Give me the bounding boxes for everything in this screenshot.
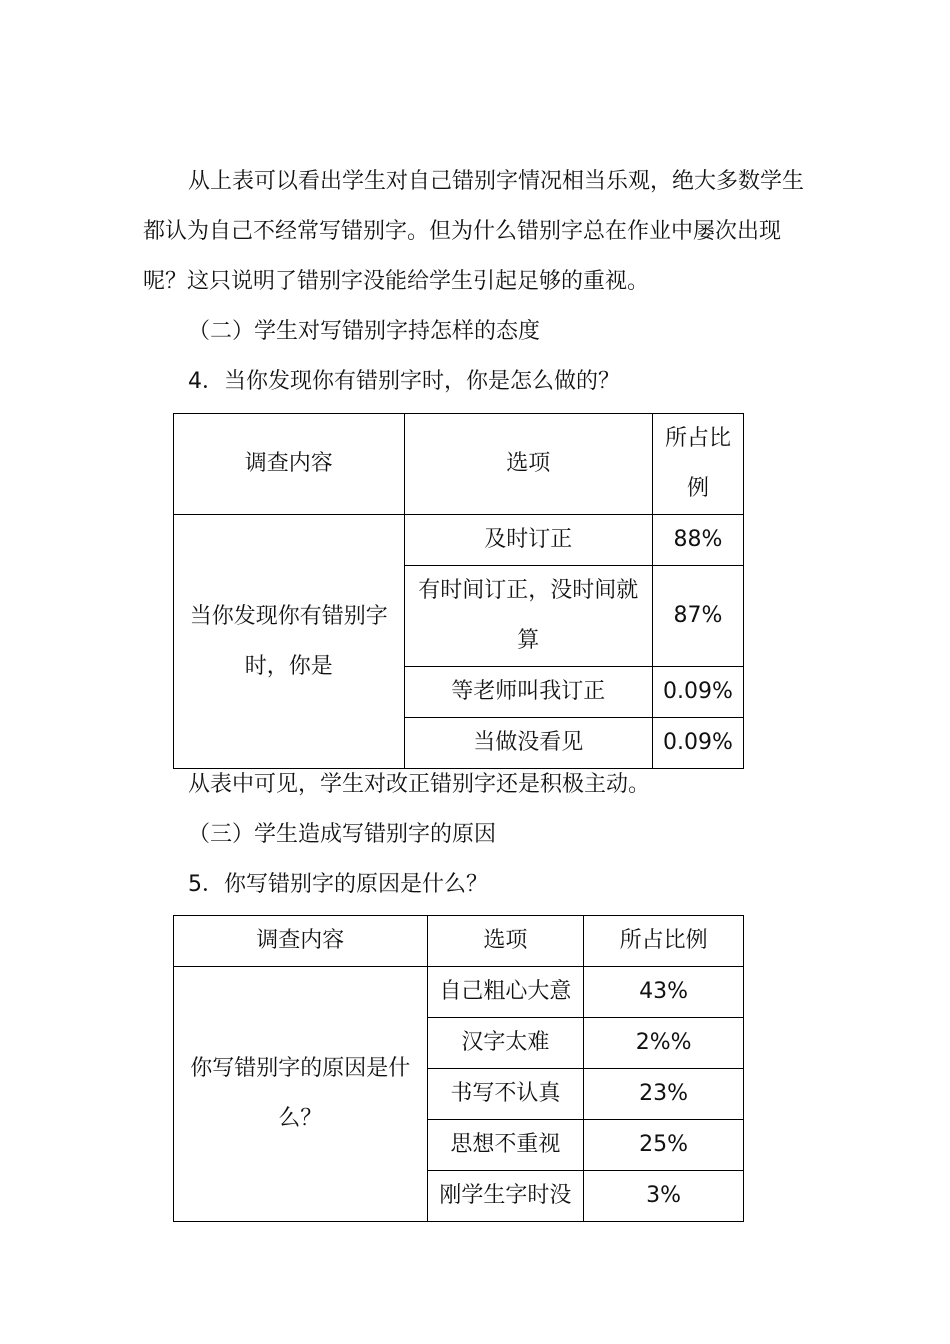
percent-cell: 87% — [653, 566, 744, 667]
option-cell: 及时订正 — [404, 515, 652, 566]
percent-cell: 3% — [584, 1171, 744, 1222]
header-percent: 所占比例 — [653, 414, 744, 515]
question-5: 5．你写错别字的原因是什么？ — [188, 872, 488, 897]
percent-cell: 23% — [584, 1069, 744, 1120]
paragraph-line-1: 从上表可以看出学生对自己错别字情况相当乐观，绝大多数学生 — [188, 169, 805, 194]
option-cell: 书写不认真 — [427, 1069, 584, 1120]
option-cell: 刚学生字时没 — [427, 1171, 584, 1222]
percent-cell: 2%% — [584, 1018, 744, 1069]
survey-table-attitude — [173, 413, 744, 769]
percent-cell: 25% — [584, 1120, 744, 1171]
percent-cell: 0.09% — [653, 667, 744, 718]
header-content: 调查内容 — [174, 916, 428, 967]
question-4: 4．当你发现你有错别字时，你是怎么做的？ — [188, 369, 620, 394]
option-cell: 汉字太难 — [427, 1018, 584, 1069]
survey-table-reasons — [173, 915, 744, 1222]
paragraph-after-table-1: 从表中可见，学生对改正错别字还是积极主动。 — [188, 772, 651, 797]
paragraph-line-2: 都认为自己不经常写错别字。但为什么错别字总在作业中屡次出现 — [143, 219, 782, 244]
percent-cell: 43% — [584, 967, 744, 1018]
header-percent: 所占比例 — [584, 916, 744, 967]
content-cell: 你写错别字的原因是什么？ — [174, 967, 428, 1222]
section-heading-3: （三）学生造成写错别字的原因 — [188, 822, 497, 847]
option-cell: 思想不重视 — [427, 1120, 584, 1171]
option-cell: 有时间订正，没时间就算 — [404, 566, 652, 667]
percent-cell: 88% — [653, 515, 744, 566]
content-cell: 当你发现你有错别字时，你是 — [174, 515, 405, 769]
header-option: 选项 — [404, 414, 652, 515]
section-heading-2: （二）学生对写错别字持怎样的态度 — [188, 319, 541, 344]
percent-cell: 0.09% — [653, 718, 744, 769]
paragraph-line-3: 呢？这只说明了错别字没能给学生引起足够的重视。 — [143, 269, 650, 294]
option-cell: 当做没看见 — [404, 718, 652, 769]
header-option: 选项 — [427, 916, 584, 967]
option-cell: 等老师叫我订正 — [404, 667, 652, 718]
header-content: 调查内容 — [174, 414, 405, 515]
option-cell: 自己粗心大意 — [427, 967, 584, 1018]
